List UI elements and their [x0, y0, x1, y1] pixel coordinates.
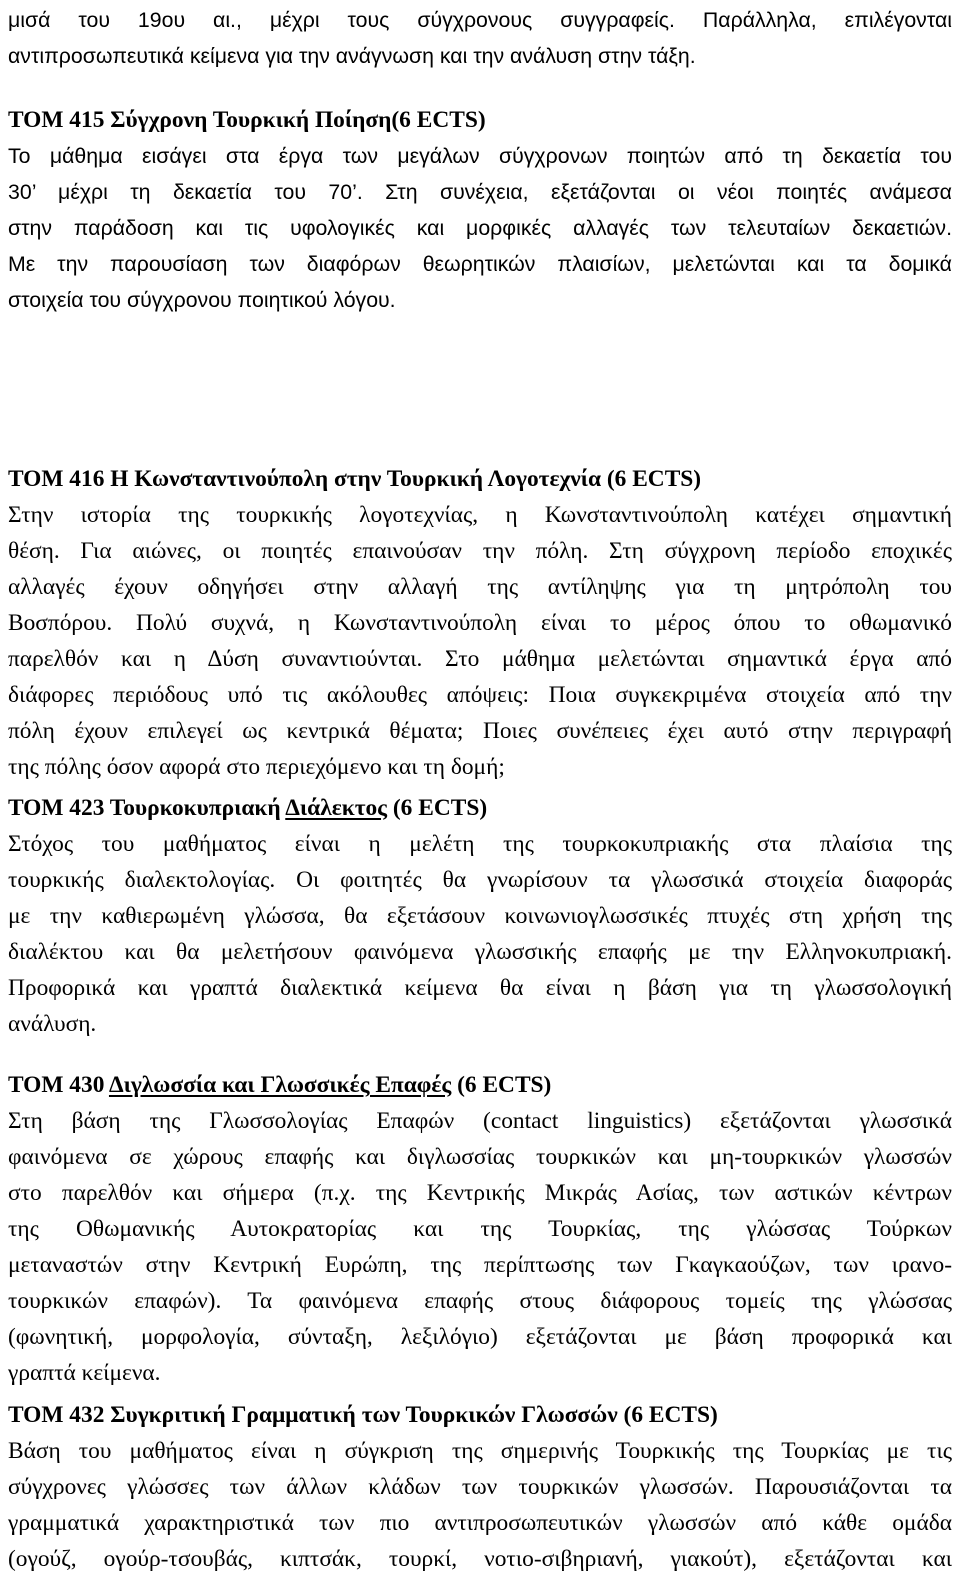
description-line: Το μάθημα εισάγει στα έργα των μεγάλων σύγχρονων ποιητών από τη δεκαετία του [8, 144, 952, 168]
description-line: διάφορες περιόδους υπό τις ακόλουθες απόψεις: Ποια συγκεκριμένα στοιχεία από την [8, 682, 952, 708]
course-tom-415 [8, 102, 952, 318]
course-tom-416 [8, 461, 952, 785]
intro-line: μισά του 19ου αι., μέχρι τους σύγχρονους συγγραφείς. Παράλληλα, επιλέγονται [8, 8, 952, 32]
course-heading: ΤΟΜ 415 Σύγχρονη Τουρκική Ποίηση(6 ECTS) [8, 107, 486, 133]
description-line: διαλέκτου και θα μελετήσουν φαινόμενα γλωσσικής επαφής με την Ελληνοκυπριακή. [8, 939, 952, 965]
description-line: Στόχος του μαθήματος είναι η μελέτη της τουρκοκυπριακής στα πλαίσια της [8, 831, 952, 857]
description-line: (ογούζ, ογούρ-τσουβάς, κιπτσάκ, τουρκί, νοτιο-σιβηριανή, γιακούτ), εξετάζονται και [8, 1546, 952, 1572]
description-line: με την καθιερωμένη γλώσσα, θα εξετάσουν κοινωνιογλωσσικές πτυχές στη χρήση της [8, 903, 952, 929]
description-line: Βοσπόρου. Πολύ συχνά, η Κωνσταντινούπολη είναι το μέρος όπου το οθωμανικό [8, 610, 952, 636]
description-line: γραπτά κείμενα. [8, 1360, 161, 1386]
course-tom-430 [8, 1067, 952, 1391]
course-heading [8, 790, 952, 826]
course-tom-423 [8, 790, 952, 1042]
course-description [8, 1433, 952, 1577]
intro-line: αντιπροσωπευτικά κείμενα για την ανάγνωση και την ανάλυση στην τάξη. [8, 44, 696, 68]
description-line: θέση. Για αιώνες, οι ποιητές επαινούσαν την πόλη. Στη σύγχρονη περίοδο εποχικές [8, 538, 952, 564]
course-heading: ΤΟΜ 416 Η Κωνσταντινούπολη στην Τουρκική Λογοτεχνία (6 ECTS) [8, 466, 702, 492]
description-line: φαινόμενα σε χώρους επαφής και διγλωσσίας τουρκικών και μη-τουρκικών γλωσσών [8, 1144, 952, 1170]
description-line: τουρκικής διαλεκτολογίας. Οι φοιτητές θα γνωρίσουν τα γλωσσικά στοιχεία διαφοράς [8, 867, 952, 893]
description-line: Στη βάση της Γλωσσολογίας Επαφών (contact linguistics) εξετάζονται γλωσσικά [8, 1108, 952, 1134]
course-tom-432 [8, 1397, 952, 1577]
description-line: Στην ιστορία της τουρκικής λογοτεχνίας, η Κωνσταντινούπολη κατέχει σημαντική [8, 502, 952, 528]
description-line: της Οθωμανικής Αυτοκρατορίας και της Τουρκίας, της γλώσσας Τούρκων [8, 1216, 952, 1242]
description-line: σύγχρονες γλώσσες των άλλων κλάδων των τουρκικών γλωσσών. Παρουσιάζονται τα [8, 1474, 952, 1500]
description-line: γραμματικά χαρακτηριστικά των πιο αντιπροσωπευτικών γλωσσών από κάθε ομάδα [8, 1510, 952, 1536]
description-line: (φωνητική, μορφολογία, σύνταξη, λεξιλόγιο) εξετάζονται με βάση προφορικά και [8, 1324, 952, 1350]
description-line: πόλη έχουν επιλεγεί ως κεντρικά θέματα; Ποιες συνέπειες έχει αυτό στην περιγραφή [8, 718, 952, 744]
course-description [8, 826, 952, 1042]
course-description [8, 138, 952, 318]
description-line: της πόλης όσον αφορά στο περιεχόμενο και τη δομή; [8, 754, 505, 780]
description-line: παρελθόν και η Δύση συναντιούνται. Στο μάθημα μελετώνται σημαντικά έργα από [8, 646, 952, 672]
intro-paragraph [8, 2, 952, 74]
description-line: 30’ μέχρι τη δεκαετία του 70’. Στη συνέχεια, εξετάζονται οι νέοι ποιητές ανάμεσα [8, 180, 952, 204]
description-line: μεταναστών στην Κεντρική Ευρώπη, της περίπτωσης των Γκαγκαούζων, των ιρανο- [8, 1252, 952, 1278]
heading-part: ΤΟΜ 423 Τουρκοκυπριακή Διάλεκτος (6 ECTS) [8, 795, 488, 821]
course-heading: ΤΟΜ 430 Διγλωσσία και Γλωσσικές Επαφές (6 ECTS) [8, 1072, 552, 1098]
description-line: Προφορικά και γραπτά διαλεκτικά κείμενα θα είναι η βάση για τη γλωσσολογική [8, 975, 952, 1001]
course-description [8, 497, 952, 785]
description-line: Βάση του μαθήματος είναι η σύγκριση της σημερινής Τουρκικής της Τουρκίας με τις [8, 1438, 952, 1464]
description-line: ανάλυση. [8, 1011, 97, 1037]
description-line: Με την παρουσίαση των διαφόρων θεωρητικών πλαισίων, μελετώνται και τα δομικά [8, 252, 952, 276]
description-line: τουρκικών επαφών). Τα φαινόμενα επαφής στους διάφορους τομείς της γλώσσας [8, 1288, 952, 1314]
description-line: αλλαγές έχουν οδηγήσει στην αλλαγή της αντίληψης για τη μητρόπολη του [8, 574, 952, 600]
course-description [8, 1103, 952, 1391]
description-line: στοιχεία του σύγχρονου ποιητικού λόγου. [8, 288, 396, 312]
description-line: στο παρελθόν και σήμερα (π.χ. της Κεντρικής Μικράς Ασίας, των αστικών κέντρων [8, 1180, 952, 1206]
description-line: στην παράδοση και τις υφολογικές και μορφικές αλλαγές των τελευταίων δεκαετιών. [8, 216, 952, 240]
course-heading: ΤΟΜ 432 Συγκριτική Γραμματική των Τουρκικών Γλωσσών (6 ECTS) [8, 1402, 718, 1428]
